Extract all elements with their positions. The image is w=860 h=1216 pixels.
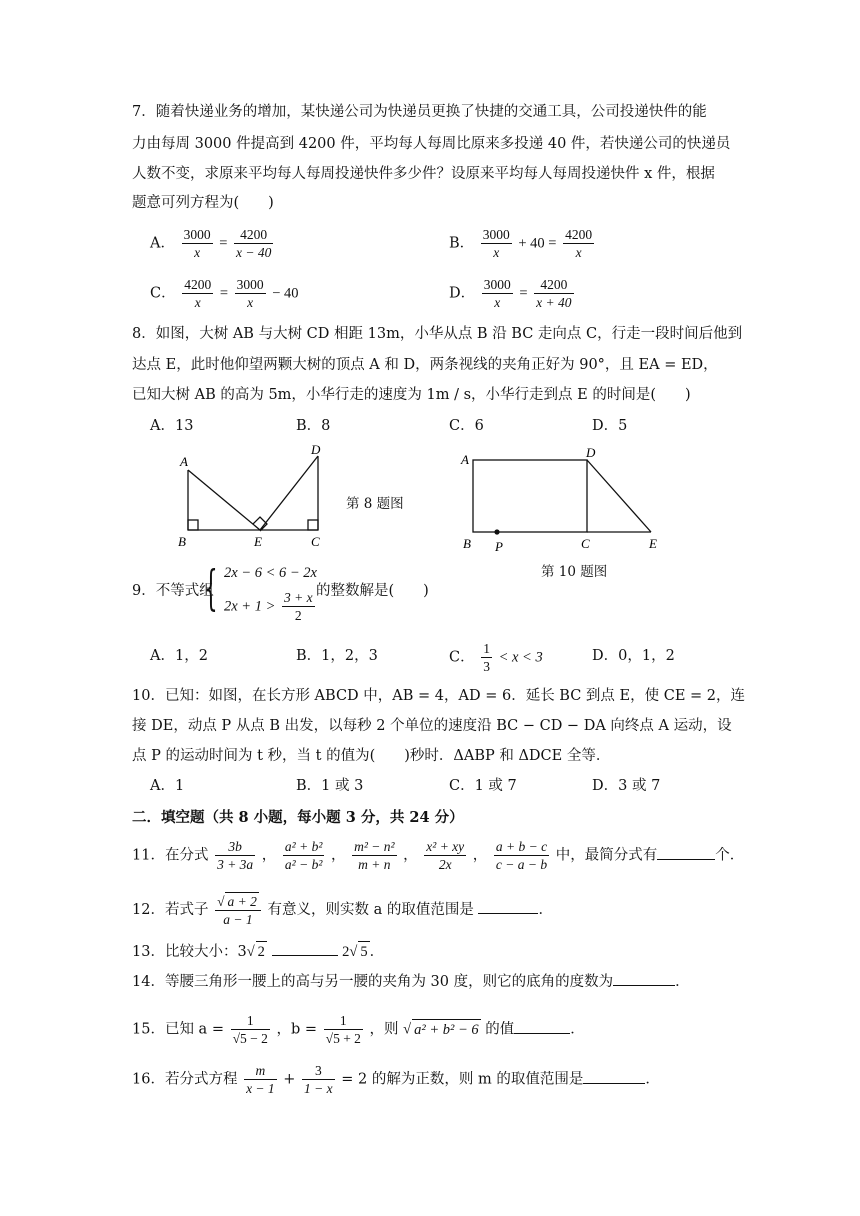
q10-line-2: 接 DE，动点 P 从点 B 出发，以每秒 2 个单位的速度沿 BC − CD − DA 向终点 A 运动，设 xyxy=(132,718,732,734)
q9-option-a[interactable]: A．1，2 xyxy=(150,648,208,664)
fig10-label-b: B xyxy=(463,536,471,551)
answer-blank[interactable] xyxy=(478,913,538,914)
q7-option-a[interactable]: A． $\frac{3000}{x}$ = $\frac{4200}{x - 40}$ xyxy=(150,227,272,260)
fig8-label-b: B xyxy=(178,534,186,549)
q8-line-3: 已知大树 AB 的高为 5m，小华行走的速度为 1m / s，小华行走到点 E 的时间是( ) xyxy=(132,387,691,403)
fig10-label-p: P xyxy=(495,539,503,554)
q7-line-2: 力由每周 3000 件提高到 4200 件，平均每人每周比原来多投递 40 件，若快递公司的快递员 xyxy=(132,136,731,152)
q7-option-b[interactable]: B． $\frac{3000}{x}$ + 40 = $\frac{4200}{x}$ xyxy=(449,227,593,260)
q16-line: 16．若分式方程 $\frac{m}{x - 1}$ + $\frac{3}{1 - x}$ = 2 的解为正数，则 m 的取值范围是 ． xyxy=(132,1063,660,1096)
brace: { xyxy=(204,560,218,616)
q7-option-c[interactable]: C． $\frac{4200}{x}$ = $\frac{3000}{x}$ − 40 xyxy=(150,277,299,310)
answer-blank[interactable] xyxy=(514,1033,570,1034)
q8-option-c[interactable]: C．6 xyxy=(449,418,484,434)
fraction: $\frac{4200}{x}$ xyxy=(565,227,593,260)
fig10-label-e: E xyxy=(649,536,657,551)
q10-figure xyxy=(455,444,675,556)
fraction: $\frac{3000}{x}$ xyxy=(236,277,264,310)
fraction: $\frac{3000}{x}$ xyxy=(482,227,510,260)
q8-figure-caption: 第 8 题图 xyxy=(346,496,404,512)
fig8-label-a: A xyxy=(180,454,188,469)
q7-option-d[interactable]: D． $\frac{3000}{x}$ = $\frac{4200}{x + 40}$ xyxy=(449,277,572,310)
q8-option-a[interactable]: A．13 xyxy=(150,418,194,434)
section-heading: 二．填空题（共 8 小题，每小题 3 分，共 24 分） xyxy=(132,809,464,826)
q9-option-d[interactable]: D．0，1，2 xyxy=(592,648,675,664)
fraction: $\frac{4200}{x}$ xyxy=(184,277,212,310)
q8-option-d[interactable]: D．5 xyxy=(592,418,628,434)
answer-blank[interactable] xyxy=(657,859,715,860)
fig8-label-d: D xyxy=(311,442,321,457)
fig10-label-d: D xyxy=(586,445,596,460)
q9-option-c[interactable]: C． $\frac{1}{3}$ < x < 3 xyxy=(449,641,543,674)
q8-line-2: 达点 E，此时他仰望两颗大树的顶点 A 和 D，两条视线的夹角正好为 90°，且 EA = ED， xyxy=(132,357,718,373)
q10-option-d[interactable]: D．3 或 7 xyxy=(592,778,661,794)
fraction: $\frac{3000}{x}$ xyxy=(483,277,511,310)
q7-line-3: 人数不变，求原来平均每人每周投递快件多少件？设原来平均每人每周投递快件 x 件，根据 xyxy=(132,166,715,182)
q15-line: 15．已知 a = $\frac{1}{√5 - 2}$ ，b = $\frac{1}{√5 + 2}$ ，则 √ a² + b² − 6 的值 ． xyxy=(132,1013,585,1046)
q8-figure xyxy=(170,440,340,552)
q8-line-1: 8．如图，大树 AB 与大树 CD 相距 13m，小华从点 B 沿 BC 走向点 C，行走一段时间后他到 xyxy=(132,326,743,342)
q14-line: 14．等腰三角形一腰上的高与另一腰的夹角为 30 度，则它的底角的度数为 ． xyxy=(132,974,690,990)
answer-blank[interactable] xyxy=(272,955,338,956)
answer-blank[interactable] xyxy=(583,1083,645,1084)
fraction: $\frac{1}{3}$ xyxy=(483,641,490,674)
q7-line-4: 题意可列方程为( ) xyxy=(132,195,274,211)
q9-option-b[interactable]: B．1，2，3 xyxy=(296,648,378,664)
fig10-label-c: C xyxy=(581,536,590,551)
fraction: $\frac{3000}{x}$ xyxy=(183,227,211,260)
q13-line: 13．比较大小：3√ 2 2√ 5 ． xyxy=(132,941,384,962)
q8-option-b[interactable]: B．8 xyxy=(296,418,331,434)
q11-line: 11．在分式 $\frac{3b}{3 + 3a}$ ， $\frac{\text{a² + b²}}{\text{a² − b²}}$ ， $\frac{\text{m² − n²}}{m + n}$ ， $\frac{\text{x² + xy}}{2x}$ ， $\frac{a + b - c}{c - a - b}$ 中，最简分式有 个． xyxy=(132,839,745,872)
q12-line: 12．若式子 $\frac{√ a + 2}{a - 1}$ 有意义，则实数 a 的取值范围是 ． xyxy=(132,894,553,927)
q7-line-1: 7．随着快递业务的增加，某快递公司为快递员更换了快捷的交通工具，公司投递快件的能 xyxy=(132,104,707,120)
q10-line-1: 10．已知：如图，在长方形 ABCD 中，AB = 4，AD = 6．延长 BC 到点 E，使 CE = 2，连 xyxy=(132,688,746,704)
fraction: $\frac{4200}{x - 40}$ xyxy=(236,227,272,260)
q10-option-c[interactable]: C．1 或 7 xyxy=(449,778,517,794)
q10-line-3: 点 P 的运动时间为 t 秒，当 t 的值为( )秒时．ΔABP 和 ΔDCE 全等． xyxy=(132,748,611,764)
fig10-label-a: A xyxy=(461,452,469,467)
fig8-label-e: E xyxy=(254,534,262,549)
fig8-label-c: C xyxy=(311,534,320,549)
q10-option-b[interactable]: B．1 或 3 xyxy=(296,778,364,794)
fraction: $\frac{4200}{x + 40}$ xyxy=(536,277,572,310)
q10-option-a[interactable]: A．1 xyxy=(150,778,185,794)
q10-figure-caption: 第 10 题图 xyxy=(541,564,608,580)
answer-blank[interactable] xyxy=(613,985,675,986)
